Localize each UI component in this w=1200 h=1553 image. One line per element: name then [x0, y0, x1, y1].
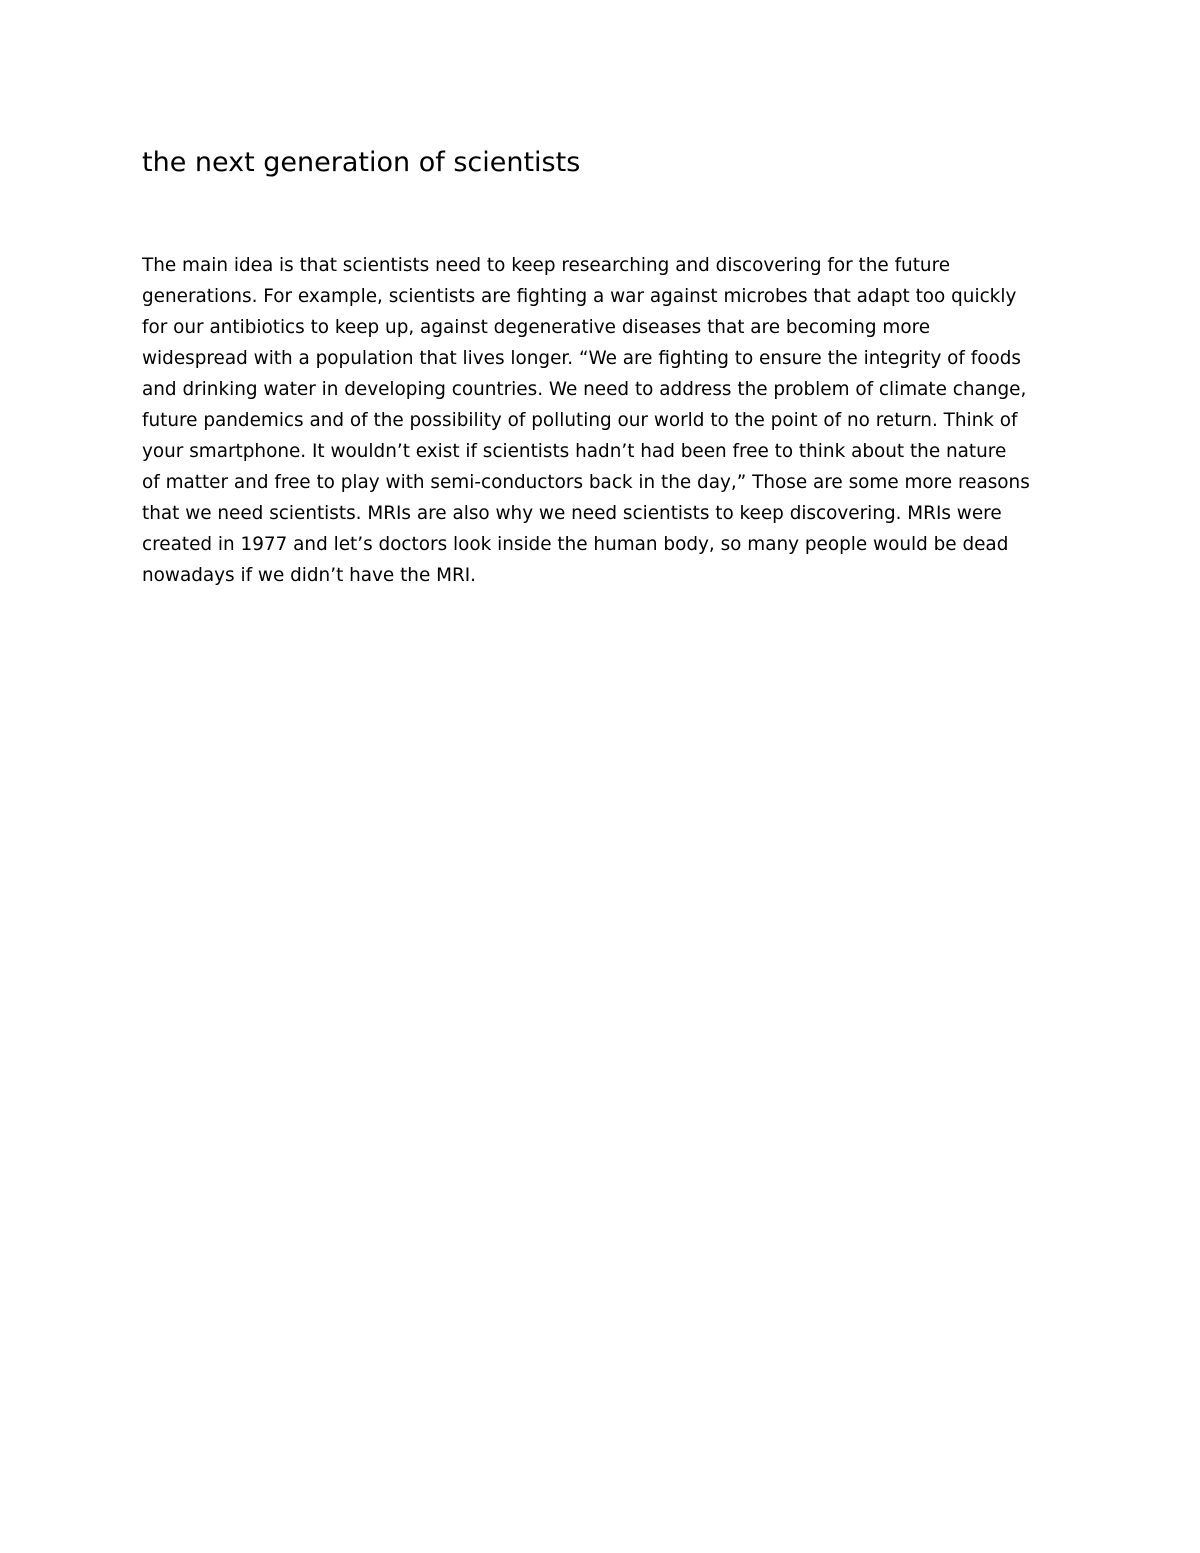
- body-line: The main idea is that scientists need to keep researching and discovering for the future: [142, 255, 951, 276]
- body-line: your smartphone. It wouldn’t exist if scientists hadn’t had been free to think about the nature: [142, 441, 1007, 462]
- body-paragraph: [142, 250, 1030, 591]
- body-line: and drinking water in developing countries. We need to address the problem of climate change,: [142, 379, 1027, 400]
- body-line: for our antibiotics to keep up, against degenerative diseases that are becoming more: [142, 317, 931, 338]
- body-line: of matter and free to play with semi-conductors back in the day,” Those are some more reasons: [142, 472, 1030, 493]
- body-line: generations. For example, scientists are fighting a war against microbes that adapt too quickly: [142, 286, 1017, 307]
- document-title: the next generation of scientists: [142, 147, 581, 178]
- body-line: future pandemics and of the possibility of polluting our world to the point of no return. Think of: [142, 410, 1018, 431]
- body-line: created in 1977 and let’s doctors look inside the human body, so many people would be dead: [142, 534, 1009, 555]
- body-line: nowadays if we didn’t have the MRI.: [142, 565, 477, 586]
- body-line: that we need scientists. MRIs are also why we need scientists to keep discovering. MRIs were: [142, 503, 1002, 524]
- body-line: widespread with a population that lives longer. “We are fighting to ensure the integrity of foods: [142, 348, 1021, 369]
